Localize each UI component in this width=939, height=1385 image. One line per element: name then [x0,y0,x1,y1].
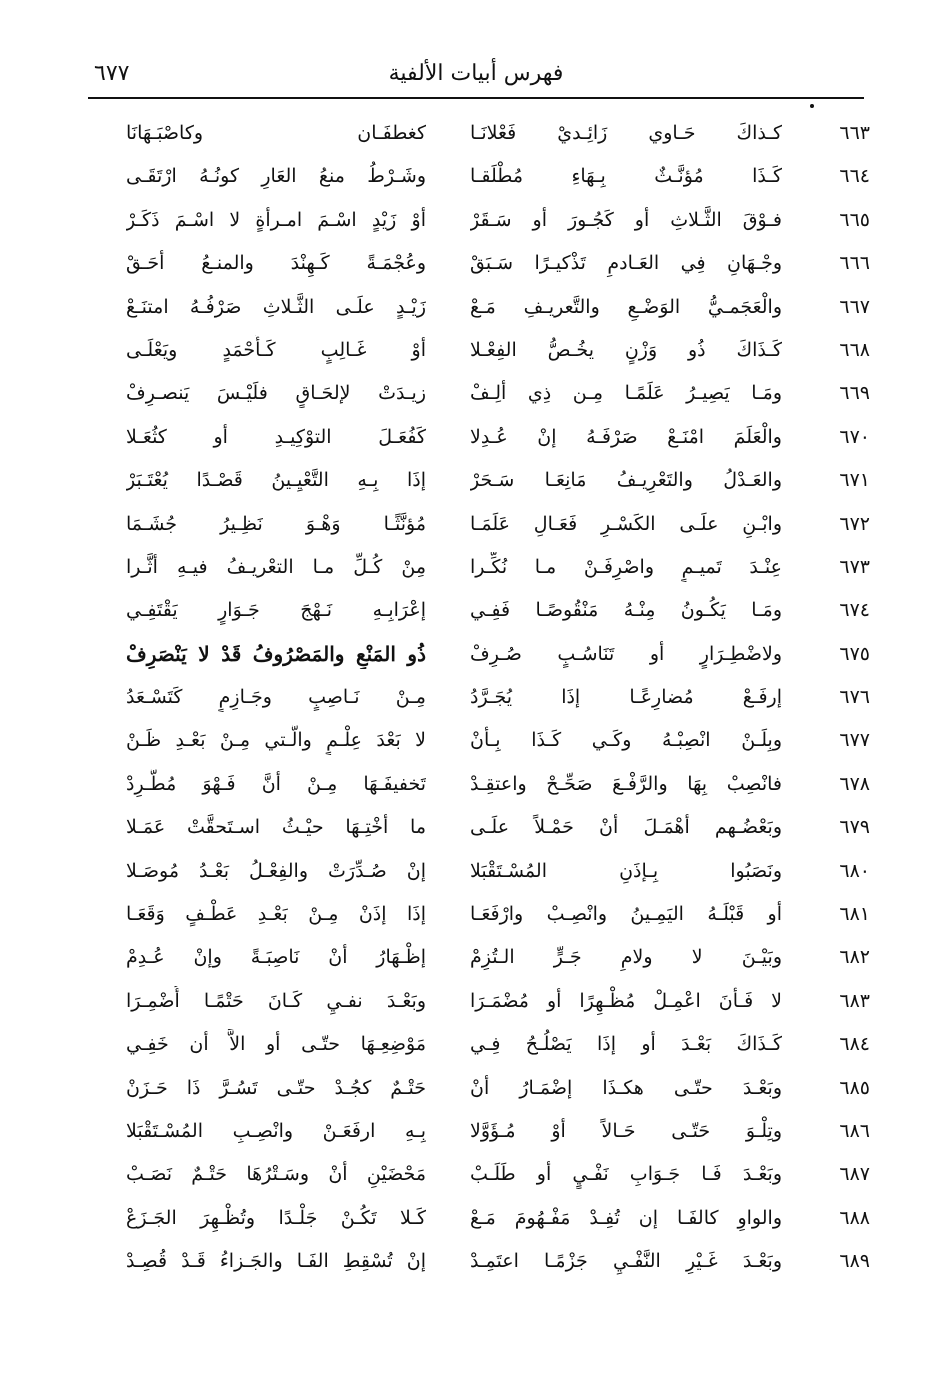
verse-second-hemistich: أوْ زَيْدٍ اسْـمَ امـرأةٍ لا اسْـمَ ذَكَـرْ [126,208,426,231]
verse-second-hemistich: إذَا بِـهِ التَّعْيِـينُ قَصْـدًا يُعْتَـبَرْ [126,469,426,492]
verse-row [118,936,870,979]
verse-row [118,676,870,719]
verse-number: ٦٦٨ [839,338,870,361]
verse-row [118,1023,870,1066]
verse-second-hemistich: بِـهِ ارفَعَـنْ وانْصِـبِ المُسْـتَقْبَلا [126,1119,426,1142]
verse-first-hemistich: ولاضْطِـرَارٍ أو تَنَاسُـبٍ صُـرِفْ [470,642,782,665]
verse-first-hemistich: وبِلَـنْ انْصِبْـهُ وكَـي كَـذَا بِـأنْ [470,729,782,752]
verse-first-hemistich: فـوْقَ الثَّـلاثِ أو كَجُـورَ أو سَـقَرْ [470,208,782,231]
verse-second-hemistich: مِـنْ نَـاصِبٍ وجَـازِمٍ كَتَسْـعَدُ [126,686,426,709]
verse-number: ٦٨٢ [839,946,870,969]
verse-row [118,1067,870,1110]
verse-row [118,459,870,502]
verse-second-hemistich: إظْـهَارُ أنْ نَاصِبَـةً وإنْ عُـدِمْ [126,946,426,969]
verse-number: ٦٨٠ [839,859,870,882]
verse-number: ٦٦٤ [839,165,870,188]
verse-row [118,806,870,849]
verse-number: ٦٧٥ [839,642,870,665]
verse-number: ٦٧٨ [839,772,870,795]
verse-first-hemistich: لا فَـأنَ اعْمِـلْ مُظْـهِرًا أو مُضْمَـرَا [470,989,782,1012]
verse-number: ٦٨٦ [839,1119,870,1142]
verse-number: ٦٧٣ [839,555,870,578]
verse-number: ٦٦٩ [839,382,870,405]
verse-number: ٦٨٥ [839,1076,870,1099]
verse-row [118,1153,870,1196]
verse-first-hemistich: ونَصَبُوا بِـإذَنِ المُسْـتَقْبَلا [470,859,782,882]
verse-first-hemistich: فانْصِبْ بِهَا والرَّفْـعَ صَحِّـحْ واعتقِـدْ [470,772,782,795]
verse-first-hemistich: وبَيْـنَ لا ولامِ جَـرٍّ الـتُزِمْ [470,946,782,969]
verse-first-hemistich: كَـذَاكَ بَعْـدَ أو إذَا يَصْلُـحُ فِـي [470,1033,782,1056]
verse-second-hemistich: مَحْضَيْنِ أنْ وسَـتْرُهَا حَتْـمٌ نَصَـبْ [126,1163,426,1186]
verse-first-hemistich: وبَعْـدَ فَـا جَـوَابِ نَفْـيٍ أو طَلَـبْ [470,1163,782,1186]
verse-number: ٦٧٢ [839,512,870,535]
verse-second-hemistich: زَيْـدٍ علَـى الثَّـلاثِ صَرْفُـهُ امتنَـعْ [126,295,426,318]
verse-second-hemistich: ما أخْتِـهَا حيْـثُ اسـتَحقَّتْ عَمَـلا [126,816,426,839]
verse-number: ٦٧٩ [839,816,870,839]
verse-first-hemistich: كـذاكَ حَـاوي زَائِـديْ فَعْلانَـا [470,122,782,144]
verse-first-hemistich: وبَعْضُـهم أهْمَـلَ أنْ حَمْـلاً علَـى [470,816,782,839]
page-title: فهرس أبيات الألفية [388,61,564,86]
verse-first-hemistich: إرفَـعْ مُضارِعًـا إذَا يُجَـرَّدُ [470,686,782,709]
verse-number: ٦٦٣ [839,122,870,144]
verse-first-hemistich: وبَعْـدَ حتّـى هكـذَا إضْمَـارُ أنْ [470,1076,782,1099]
verse-number: ٦٨٤ [839,1033,870,1056]
verse-row [118,763,870,806]
verse-first-hemistich: وابْـنِ علَـى الكَسْـرِ فَعَـالِ عَلَمَـا [470,512,782,535]
verse-number: ٦٨٨ [839,1206,870,1229]
verse-row [118,589,870,632]
verse-number: ٦٧١ [839,469,870,492]
verse-row [118,719,870,762]
verse-second-hemistich: مِنْ كُـلِّ مـا التعْريـفُ فيـهِ أثَّـرا [126,555,426,578]
page-number: ٦٧٧ [94,61,130,86]
verse-number: ٦٨١ [839,903,870,926]
verse-first-hemistich: عِنْـدَ تَميـمٍ واصْرِفَـنْ مـا نُكِّـرا [470,555,782,578]
verse-second-hemistich: لا بَعْدَ عِلْـمٍ والَّـتي مِـنْ بَعْـدِ ظَـنْ [126,729,426,752]
verse-number: ٦٧٠ [839,425,870,448]
verse-row [118,1197,870,1240]
verse-second-hemistich: ذُو المَنْعِ والمَصْرُوفُ قَدْ لا يَنْصَرِفْ [126,641,426,666]
verse-second-hemistich: وعُجْمَـةً كَـهِنْدَ والمنـعُ أحَـقْ [126,252,426,275]
verse-first-hemistich: والْعَلَمَ امْنَـعْ صَرْفَـهُ إنْ عُـدِلا [470,425,782,448]
verse-row [118,155,870,198]
verse-number: ٦٨٩ [839,1250,870,1273]
verse-row [118,372,870,415]
verse-row [118,329,870,372]
verse-row [118,1240,870,1283]
header-dot [810,104,814,108]
verse-number: ٦٦٧ [839,295,870,318]
verse-second-hemistich: حَتْـمٌ كجُـدْ حتّـى تَسُـرَّ ذَا حَـزَنْ [126,1076,426,1099]
verse-second-hemistich: كغطفَـان وكاصْبَـهَانَا [126,122,426,144]
verse-second-hemistich: تَخفيفَـهَا مِـنْ أنَّ فَـهْوَ مُطَّـرِدْ [126,772,426,795]
verse-first-hemistich: والواوِ كالفَـا إن تُفِـدْ مَفْـهُومَ مَـعْ [470,1206,782,1229]
verse-row [118,893,870,936]
verse-row [118,850,870,893]
verse-row [118,242,870,285]
verse-row [118,1110,870,1153]
verse-second-hemistich: وبَعْـدَ نفـيِ كَـانَ حَتْمًـا أُضْمِـرَا [126,989,426,1012]
verse-first-hemistich: وبَعْـدَ غَـيْرِ النَّفْـيِ جَزْمًـا اعتَمِـدْ [470,1250,782,1273]
verse-row [118,633,870,676]
verse-number: ٦٨٧ [839,1163,870,1186]
verse-second-hemistich: كَـلا تَكُـنْ جَلْـدًا وتُظْـهِرَ الجَـزَعْ [126,1206,426,1229]
verse-number: ٦٧٧ [839,729,870,752]
page-header [88,52,864,94]
verse-number: ٦٨٣ [839,989,870,1012]
verse-row [118,503,870,546]
verse-row [118,980,870,1023]
verse-second-hemistich: إعْرَابِـهِ نَـهْجَ جَـوَارٍ يَقْتَفِـي [126,599,426,622]
verse-row [118,199,870,242]
verse-row [118,546,870,589]
verse-number: ٦٦٦ [839,252,870,275]
verse-row [118,112,870,155]
verse-number: ٦٦٥ [839,208,870,231]
verse-number: ٦٧٤ [839,599,870,622]
header-rule [88,97,864,99]
verse-number: ٦٧٦ [839,686,870,709]
verse-first-hemistich: أو قَبْلَـهُ اليَمِـينُ وانْصِـبْ وارْفَعَـا [470,903,782,926]
verse-first-hemistich: كَـذَا مُؤنَّـثٌ بِـهَاءِ مُطْلَقـا [470,165,782,188]
verse-second-hemistich: وشَـرْطُ منعُ العَارِ كونُـهُ ارْتَقَـى [126,165,426,188]
verse-first-hemistich: ومَـا يَكُـونُ مِنْـهُ مَنْقُوصًـا فَفِـي [470,599,782,622]
verse-index [118,112,870,1312]
verse-second-hemistich: إنْ تُسْقِطِ الفَـا والجَـزاءُ قَـدْ قُصِـدْ [126,1250,426,1273]
verse-second-hemistich: مَوْضِعِـهَا حتّـى أو الاَّ أن خَفِـي [126,1033,426,1056]
verse-first-hemistich: ومَـا يَصِيـرُ عَلَمًـا مِـن ذِي ألِـفْ [470,382,782,405]
verse-first-hemistich: كَـذَاكَ ذُو وَزْنٍ يخُـصُّ الفِعْـلا [470,338,782,361]
verse-first-hemistich: وجْـهَانِ فِي العَـادمِ تَذْكيـرًا سَـبَقْ [470,252,782,275]
verse-first-hemistich: والعَـدْلُ والتَعْرِيـفُ مَانِعَـا سَـحَرْ [470,469,782,492]
verse-second-hemistich: إذَا إذَنْ مِـنْ بَعْـدِ عَطْـفٍ وَقَعَـا [126,903,426,926]
verse-second-hemistich: أوْ غَـالِبٍ كَـأَحْمَدٍ ويَعْلَـى [126,338,426,361]
verse-second-hemistich: كَفُعَـلَ التوْكِيـدِ أو كثُعَـلا [126,425,426,448]
verse-second-hemistich: مُؤنَّثًـا وَهْـوَ نَظِـيرُ جُشَـمَا [126,512,426,535]
verse-row [118,416,870,459]
verse-second-hemistich: إنْ صُـدِّرَتْ والفِعْـلُ بَعْـدُ مُوصَـلا [126,859,426,882]
verse-row [118,286,870,329]
verse-first-hemistich: والْعَجَمـيُّ الوَضْـعِ والتَّعريـفِ مَـعْ [470,295,782,318]
verse-first-hemistich: وتِلْـوَ حَتّـى حَـالاً أوْ مُـؤَوَّلا [470,1119,782,1142]
verse-second-hemistich: زيـدَتْ لإلحَـاقٍ فلَيْـسَ يَنصـرِفْ [126,382,426,405]
